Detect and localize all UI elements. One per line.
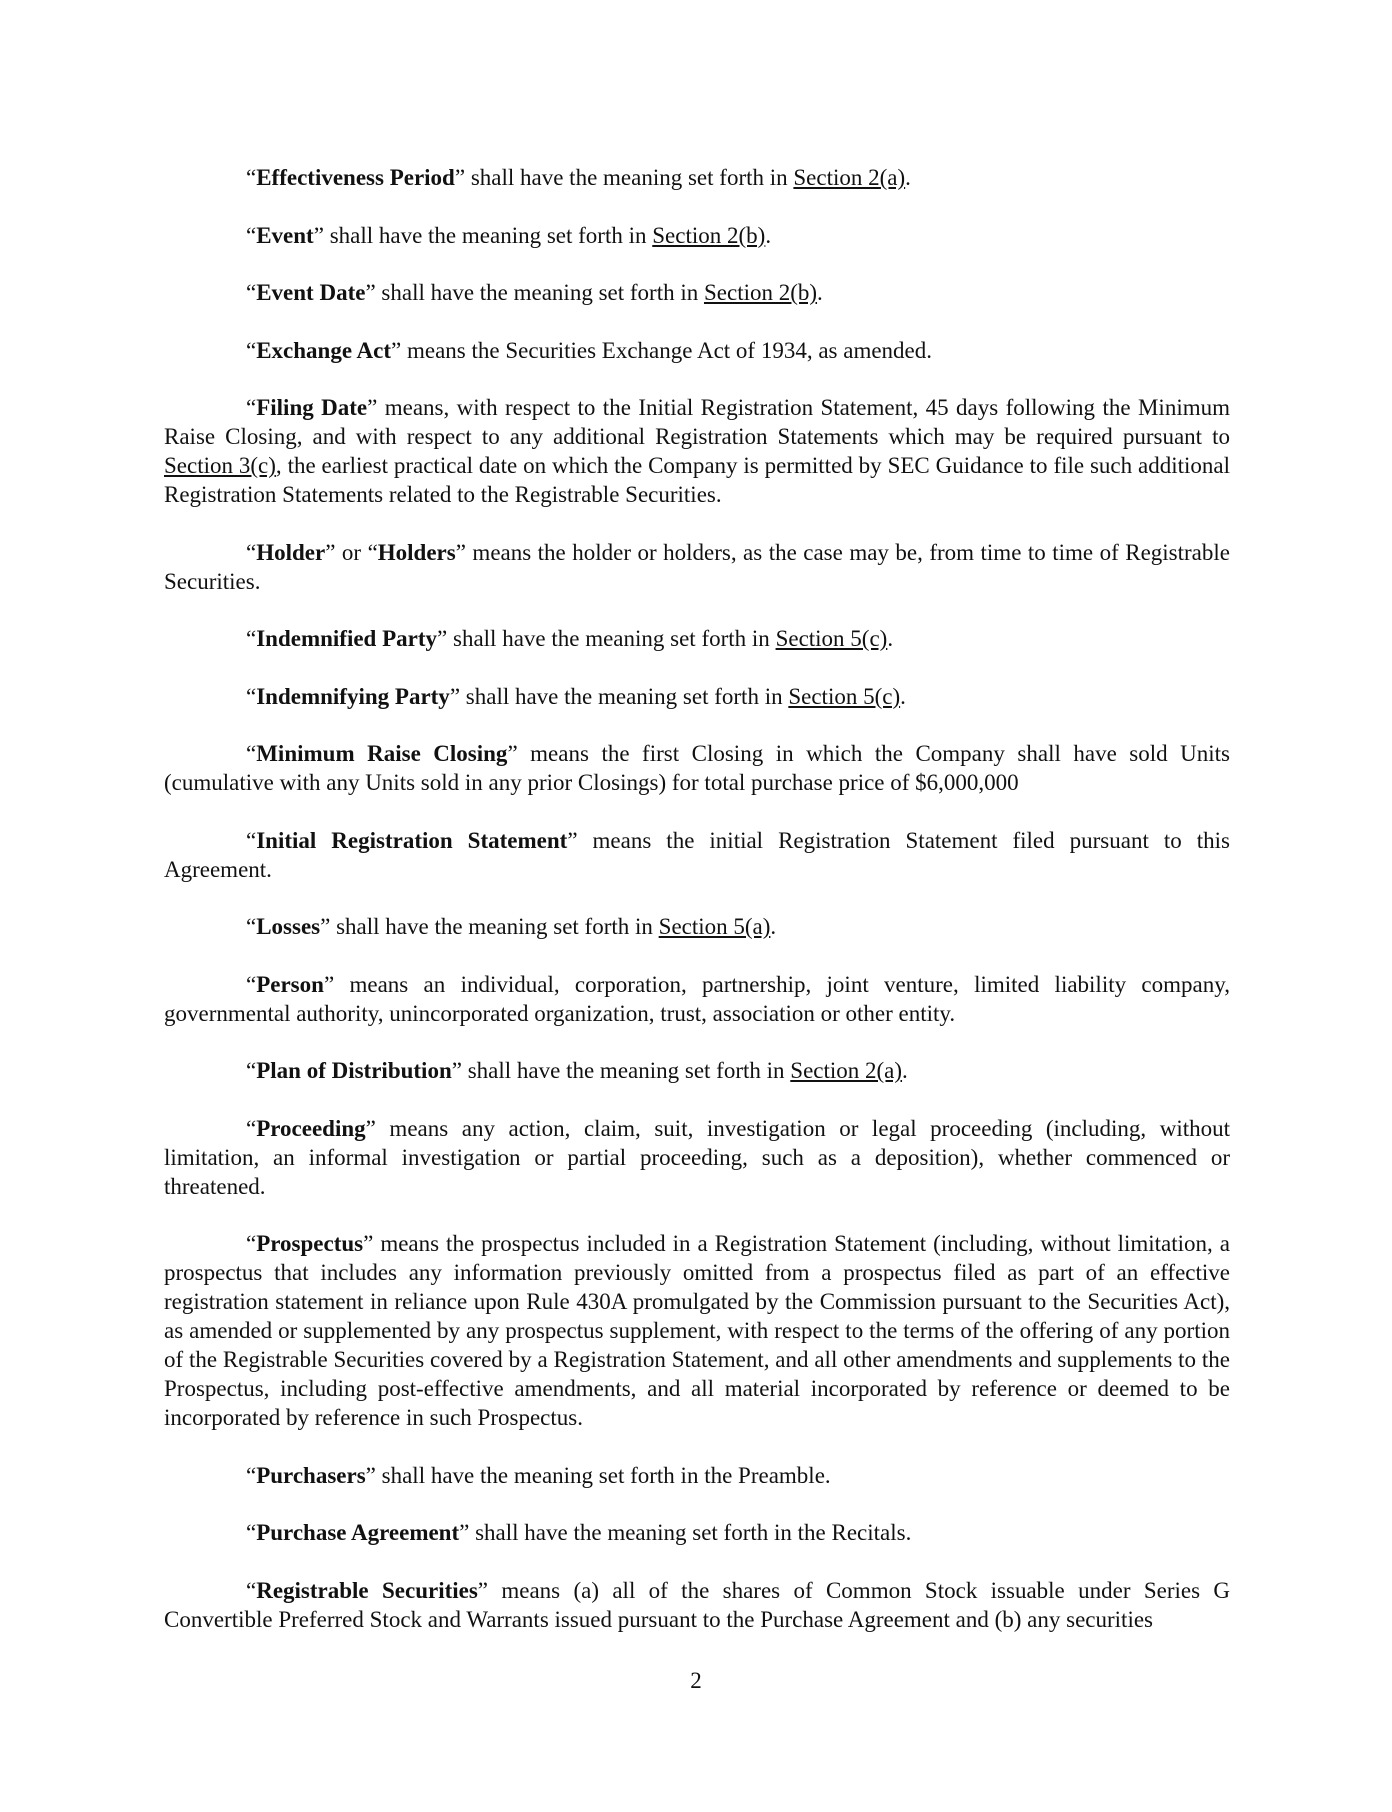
section-reference: Section 3(c)	[164, 453, 276, 478]
definition-text: means the holder or holders, as the case may be, from time to time of Registrable Securities.	[164, 539, 1230, 594]
defined-term: Proceeding	[256, 1115, 366, 1141]
definition-text: shall have the meaning set forth in	[447, 626, 776, 651]
definition-text: means the prospectus included in a Registration Statement (including, without limitation, a prospectus that includes any information previously omitted from a prospectus filed as part of an effective registration statement in reliance upon Rule 430A promulgated by the Commission pursuant to the Securities Act), as amended or supplemented by any prospectus supplement, with respect to the terms of the offering of any portion of the Registrable Securities covered by a Registration Statement, and all other amendments and supplements to the Prospectus, including post-effective amendments, and all material incorporated by reference or deemed to be incorporated by reference in such Prospectus.	[164, 1231, 1230, 1430]
definition-paragraph: “Indemnifying Party” shall have the meaning set forth in Section 5(c).	[246, 683, 906, 709]
section-reference: Section 2(a)	[793, 165, 906, 190]
definition-paragraph: “Purchase Agreement” shall have the meaning set forth in the Recitals.	[246, 1520, 912, 1545]
defined-term: Registrable Securities	[256, 1577, 478, 1603]
defined-term: Purchase Agreement	[256, 1520, 460, 1545]
defined-term: Minimum Raise Closing	[256, 741, 508, 766]
definition-paragraph: “Holder” or “Holders” means the holder or holders, as the case may be, from time to time of Registrable Securities.	[164, 539, 1230, 594]
definition-text: .	[905, 165, 911, 190]
defined-term: Losses	[256, 914, 321, 939]
defined-term: Holders	[377, 539, 456, 565]
definition-text: means, with respect to the Initial Registration Statement, 45 days following the Minimum Raise Closing, and with respect to any additional Registration Statements which may be required pursuant to	[164, 395, 1230, 449]
definition-text: shall have the meaning set forth in	[323, 222, 653, 248]
page-number: 2	[690, 1668, 702, 1693]
definition-paragraph: “Indemnified Party” shall have the meaning set forth in Section 5(c).	[246, 626, 894, 651]
definition-paragraph: “Proceeding” means any action, claim, suit, investigation or legal proceeding (including, without limitation, an informal investigation or partial proceeding, such as a deposition), whether commenced or threatened.	[164, 1115, 1230, 1199]
section-reference: Section 5(c)	[788, 683, 901, 709]
definition-paragraph: “Minimum Raise Closing” means the first Closing in which the Company shall have sold Units (cumulative with any Units sold in any prior Closings) for total purchase price of $6,000,000	[164, 741, 1230, 795]
defined-term: Initial Registration Statement	[256, 827, 568, 853]
definition-text: means the initial Registration Statement filed pursuant to this Agreement.	[164, 827, 1230, 882]
definition-text: shall have the meaning set forth in	[375, 280, 704, 305]
definition-text: shall have the meaning set forth in	[460, 683, 789, 709]
definition-text: shall have the meaning set forth in the Recitals.	[469, 1520, 912, 1545]
definition-paragraph: “Person” means an individual, corporation, partnership, joint venture, limited liability company, governmental authority, unincorporated organization, trust, association or other entity.	[164, 971, 1230, 1026]
definition-text: means an individual, corporation, partnership, joint venture, limited liability company, governmental authority, unincorporated organization, trust, association or other entity.	[164, 971, 1230, 1026]
defined-term: Event	[256, 222, 314, 248]
section-reference: Section 5(c)	[775, 626, 888, 651]
definition-paragraph: “Exchange Act” means the Securities Exchange Act of 1934, as amended.	[246, 337, 933, 363]
definition-text: means the Securities Exchange Act of 1934, as amended.	[401, 337, 933, 363]
definition-text: .	[817, 280, 823, 305]
definition-text: means any action, claim, suit, investigation or legal proceeding (including, without limitation, an informal investigation or partial proceeding, such as a deposition), whether commenced or threatened.	[164, 1115, 1230, 1199]
definition-paragraph: “Plan of Distribution” shall have the meaning set forth in Section 2(a).	[246, 1058, 908, 1083]
definition-paragraph: “Registrable Securities” means (a) all of the shares of Common Stock issuable under Series G Convertible Preferred Stock and Warrants issued pursuant to the Purchase Agreement and (b) any securities	[164, 1577, 1230, 1632]
defined-term: Filing Date	[256, 395, 368, 420]
definition-text: shall have the meaning set forth in	[461, 1058, 791, 1083]
definition-text: .	[770, 914, 777, 939]
definition-text: .	[902, 1058, 908, 1083]
defined-term: Person	[256, 971, 324, 997]
section-reference: Section 2(a)	[790, 1058, 903, 1083]
definition-paragraph: “Event” shall have the meaning set forth in Section 2(b).	[246, 222, 772, 248]
definition-paragraph: “Event Date” shall have the meaning set forth in Section 2(b).	[246, 280, 823, 305]
definition-text: .	[765, 222, 772, 248]
definition-text: means the first Closing in which the Company shall have sold Units (cumulative with any Units sold in any prior Closings) for total purchase price of $6,000,000	[164, 741, 1230, 795]
section-reference: Section 5(a)	[658, 914, 771, 939]
definition-text: shall have the meaning set forth in	[465, 165, 794, 190]
definition-text: means (a) all of the shares of Common Stock issuable under Series G Convertible Preferred Stock and Warrants issued pursuant to the Purchase Agreement and (b) any securities	[164, 1577, 1230, 1632]
defined-term: Plan of Distribution	[256, 1058, 452, 1083]
defined-term: Purchasers	[256, 1462, 366, 1488]
defined-term: Effectiveness Period	[256, 165, 455, 190]
definition-paragraph: “Prospectus” means the prospectus included in a Registration Statement (including, without limitation, a prospectus that includes any information previously omitted from a prospectus filed as part of an effective registration statement in reliance upon Rule 430A promulgated by the Commission pursuant to the Securities Act), as amended or supplemented by any prospectus supplement, with respect to the terms of the offering of any portion of the Registrable Securities covered by a Registration Statement, and all other amendments and supplements to the Prospectus, including post-effective amendments, and all material incorporated by reference or deemed to be incorporated by reference in such Prospectus.	[164, 1231, 1230, 1430]
section-reference: Section 2(b)	[652, 222, 766, 248]
definition-text: shall have the meaning set forth in the Preamble.	[375, 1462, 831, 1488]
defined-term: Indemnifying Party	[256, 683, 450, 709]
definition-text: , the earliest practical date on which the Company is permitted by SEC Guidance to file such additional Registration Statements related to the Registrable Securities.	[164, 453, 1231, 507]
defined-term: Holder	[256, 539, 326, 565]
defined-term: Event Date	[256, 280, 366, 305]
section-reference: Section 2(b)	[703, 280, 818, 305]
definition-paragraph: “Losses” shall have the meaning set forth in Section 5(a).	[246, 914, 777, 939]
definitions-list	[164, 163, 1230, 1662]
definition-text: shall have the meaning set forth in	[330, 914, 659, 939]
definition-paragraph: “Effectiveness Period” shall have the meaning set forth in Section 2(a).	[246, 165, 911, 190]
defined-term: Indemnified Party	[256, 626, 438, 651]
definition-paragraph: “Purchasers” shall have the meaning set forth in the Preamble.	[246, 1462, 831, 1488]
definition-text: .	[900, 683, 906, 709]
definition-text: .	[887, 626, 894, 651]
definition-paragraph: “Initial Registration Statement” means the initial Registration Statement filed pursuant to this Agreement.	[164, 827, 1230, 882]
defined-term: Exchange Act	[256, 337, 392, 363]
defined-term: Prospectus	[256, 1231, 364, 1256]
definition-paragraph: “Filing Date” means, with respect to the Initial Registration Statement, 45 days following the Minimum Raise Closing, and with respect to any additional Registration Statements which may be required pursuant to Section 3(c), the earliest practical date on which the Company is permitted by SEC Guidance to file such additional Registration Statements related to the Registrable Securities.	[164, 395, 1231, 507]
definition-text: or	[335, 539, 368, 565]
